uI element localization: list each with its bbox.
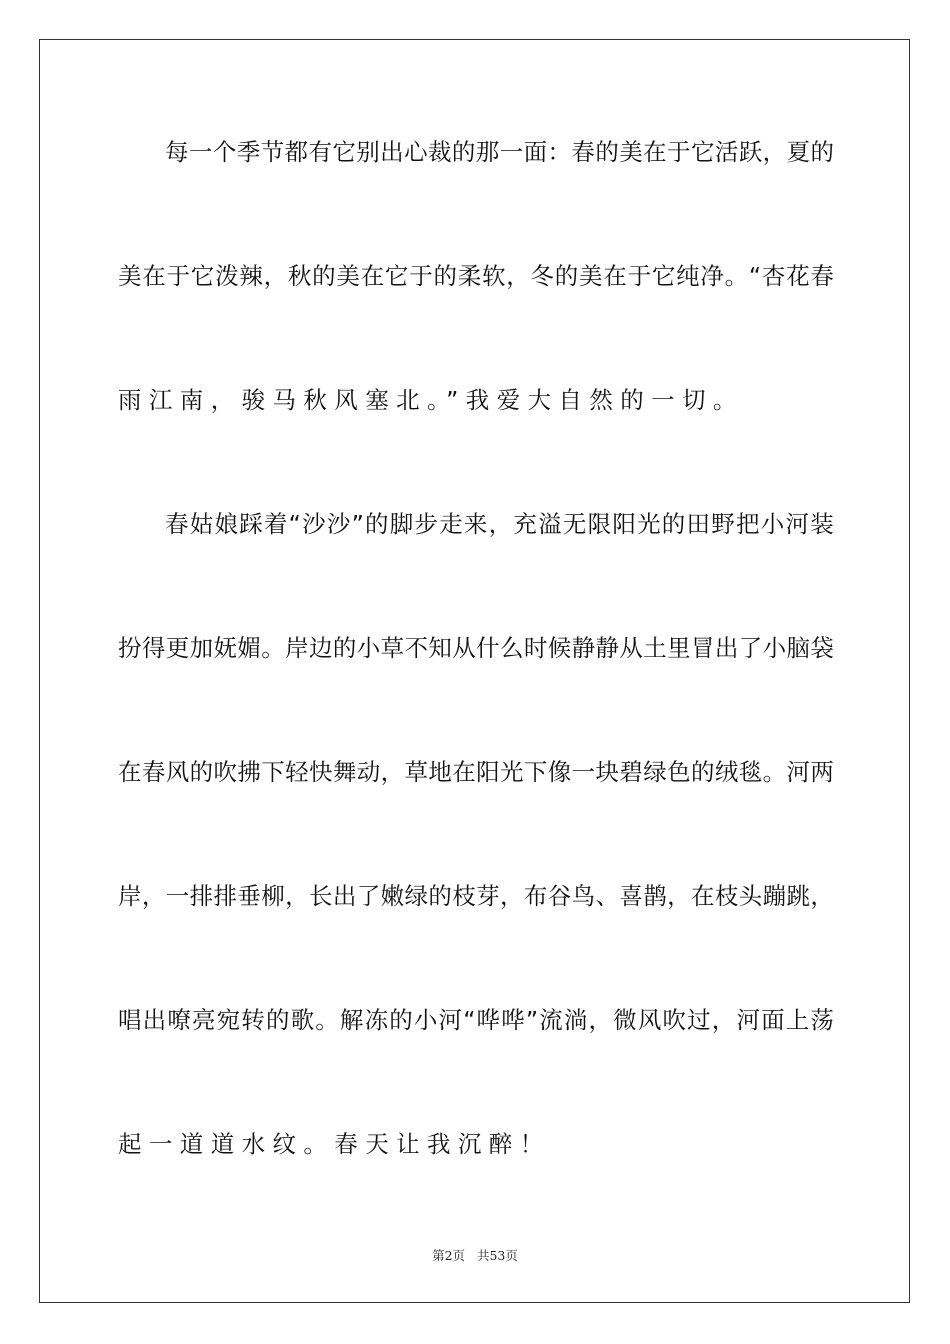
paragraph-2-line-3: 在 春 风 的 吹 拂 下 轻 快 舞 动 ， 草 地 在 阳 光 下 像 一 块 碧 绿 色 的 绒 毯 。 河 两	[118, 758, 834, 786]
paragraph-1-line-1: 每 一 个 季 节 都 有 它 别 出 心 裁 的 那 一 面 ： 春 的 美 在 于 它 活 跃 ， 夏 的	[165, 138, 834, 166]
paragraph-1-line-2: 美 在 于 它 泼 辣 ， 秋 的 美 在 它 于 的 柔 软 ， 冬 的 美 在 于 它 纯 净 。 “ 杏 花 春	[118, 262, 834, 290]
paragraph-2-line-2: 扮 得 更 加 妩 媚 。 岸 边 的 小 草 不 知 从 什 么 时 候 静 静 从 土 里 冒 出 了 小 脑 袋	[118, 634, 834, 662]
paragraph-2-line-1: 春 姑 娘 踩 着 “ 沙 沙 ” 的 脚 步 走 来 ， 充 溢 无 限 阳 光 的 田 野 把 小 河 装	[165, 510, 834, 538]
paragraph-1-line-3: 雨江南，骏马秋风塞北。”我爱大自然的一切。	[118, 386, 744, 414]
page-total: 共53页	[476, 1248, 518, 1263]
paragraph-2-line-4: 岸 ， 一 排 排 垂 柳 ， 长 出 了 嫩 绿 的 枝 芽 ， 布 谷 鸟 、 喜 鹊 ， 在 枝 头 蹦 跳 ，	[118, 882, 834, 910]
page-number: 第2页	[432, 1248, 466, 1263]
paragraph-2-line-5: 唱 出 嘹 亮 宛 转 的 歌 。 解 冻 的 小 河 “ 哗 哗 ” 流 淌 ， 微 风 吹 过 ， 河 面 上 荡	[118, 1006, 834, 1034]
paragraph-2-line-6: 起一道道水纹。春天让我沉醉！	[118, 1130, 551, 1158]
page-border	[39, 39, 910, 1303]
page-footer	[0, 1247, 950, 1265]
